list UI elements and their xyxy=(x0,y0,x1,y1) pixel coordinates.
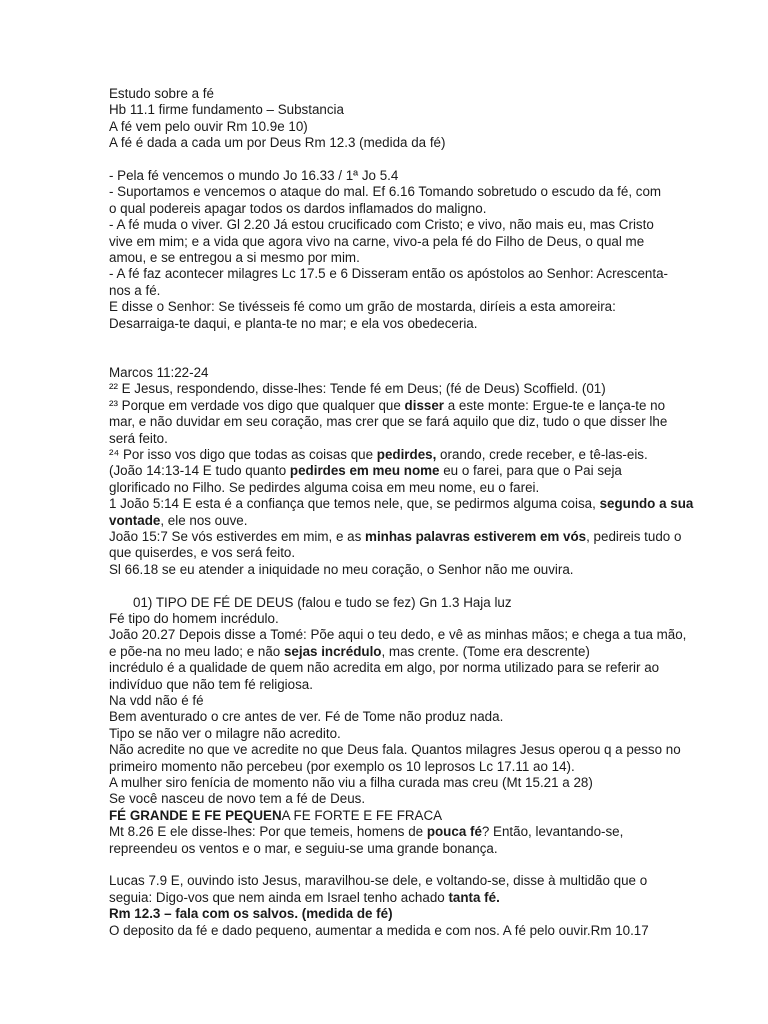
text-line xyxy=(109,644,669,660)
verse-text: (João 14:13-14 E tudo quanto xyxy=(109,463,290,479)
verse-line: que quiserdes, e vos será feito. xyxy=(109,545,296,561)
text-line: E disse o Senhor: Se tivésseis fé como um grão de mostarda, diríeis a esta amoreira: xyxy=(109,299,616,315)
text-line: O deposito da fé e dado pequeno, aumentar a medida e com nos. A fé pelo ouvir.Rm 10.17 xyxy=(109,922,649,938)
bold-text: minhas palavras estiverem em vós xyxy=(365,528,587,544)
verse-text: eu o farei, para que o Pai seja xyxy=(439,463,622,479)
verse-text: Por isso vos digo que todas as coisas que xyxy=(119,446,377,462)
text-line: João 20.27 Depois disse a Tomé: Põe aqui o teu dedo, e vê as minhas mãos; e chega a tua mão, xyxy=(109,627,687,643)
text-line: Se você nasceu de novo tem a fé de Deus. xyxy=(109,791,366,807)
text-line: Bem aventurado o cre antes de ver. Fé de Tome não produz nada. xyxy=(109,709,504,725)
verse-number: ²² xyxy=(109,381,118,397)
text-line: A fé vem pelo ouvir Rm 10.9e 10) xyxy=(109,118,308,134)
verse-line: será feito. xyxy=(109,430,168,446)
text-line: - A fé muda o viver. Gl 2.20 Já estou crucificado com Cristo; e vivo, não mais eu, mas Cristo xyxy=(109,217,654,233)
bold-text: FÉ GRANDE E FE PEQUEN xyxy=(109,807,282,823)
bold-text: pedirdes em meu nome xyxy=(289,463,440,479)
text-span: A FE FORTE E FE FRACA xyxy=(281,807,443,823)
text-line: amou, e se entregou a si mesmo por mim. xyxy=(109,250,360,266)
text-span: seguia: Digo-vos que nem ainda em Israel tenho achado xyxy=(109,889,449,905)
verse-text: João 15:7 Se vós estiverdes em mim, e as xyxy=(109,528,366,544)
text-line: - A fé faz acontecer milagres Lc 17.5 e 6 Disseram então os apóstolos ao Senhor: Acrescenta- xyxy=(109,266,668,282)
bold-text: disser xyxy=(404,397,444,413)
text-line: repreendeu os ventos e o mar, e seguiu-se uma grande bonança. xyxy=(109,840,498,856)
text-line: - Suportamos e vencemos o ataque do mal. Ef 6.16 Tomando sobretudo o escudo da fé, com xyxy=(109,184,662,200)
verse-line xyxy=(109,398,669,414)
text-span: , mas crente. (Tome era descrente) xyxy=(381,643,590,659)
section-heading: Marcos 11:22-24 xyxy=(109,364,209,380)
bold-text: pedirdes, xyxy=(376,446,437,462)
bold-text: pouca fé xyxy=(426,824,482,840)
verse-text: , ele nos ouve. xyxy=(160,512,248,528)
verse-line: Sl 66.18 se eu atender a iniquidade no meu coração, o Senhor não me ouvira. xyxy=(109,561,574,577)
text-line: A fé é dada a cada um por Deus Rm 12.3 (medida da fé) xyxy=(109,135,446,151)
text-line: primeiro momento não percebeu (por exemplo os 10 leprosos Lc 17.11 ao 14). xyxy=(109,758,575,774)
verse-line xyxy=(109,528,682,545)
verse-number: ²⁴ xyxy=(109,446,120,462)
text-line: o qual podereis apagar todos os dardos inflamados do maligno. xyxy=(109,200,487,216)
text-line: Fé tipo do homem incrédulo. xyxy=(109,610,279,626)
bold-text: sejas incrédulo xyxy=(283,643,382,659)
text-line xyxy=(109,906,669,922)
verse-line: glorificado no Filho. Se pedirdes alguma coisa em meu nome, eu o farei. xyxy=(109,479,540,495)
text-line: Não acredite no que ve acredite no que Deus fala. Quantos milagres Jesus operou q a pesso no xyxy=(109,742,681,758)
verse-text: orando, crede receber, e tê-las-eis. xyxy=(436,446,648,462)
text-line: Lucas 7.9 E, ouvindo isto Jesus, maravilhou-se dele, e voltando-se, disse à multidão que o xyxy=(109,873,648,889)
text-line: indivíduo que não tem fé religiosa. xyxy=(109,676,313,692)
verse-number: ²³ xyxy=(109,397,118,413)
text-line: - Pela fé vencemos o mundo Jo 16.33 / 1ª Jo 5.4 xyxy=(109,168,399,184)
text-span: ? Então, levantando-se, xyxy=(481,824,624,840)
bold-text: Rm 12.3 – fala com os salvos. (medida de fé) xyxy=(109,906,393,922)
verse-text: E Jesus, respondendo, disse-lhes: Tende fé em Deus; (fé de Deus) Scoffield. (01) xyxy=(117,381,606,397)
text-span: Mt 8.26 E ele disse-lhes: Por que temeis, homens de xyxy=(109,824,427,840)
text-line: Na vdd não é fé xyxy=(109,692,204,708)
verse-line xyxy=(109,513,669,529)
verse-text: , pedireis tudo o xyxy=(586,528,682,544)
bold-text: segundo a sua xyxy=(599,496,694,512)
verse-line xyxy=(109,447,669,463)
section-heading: 01) TIPO DE FÉ DE DEUS (falou e tudo se fez) Gn 1.3 Haja luz xyxy=(133,594,512,610)
text-line xyxy=(109,824,669,840)
text-line xyxy=(109,890,669,906)
bold-text: tanta fé. xyxy=(448,889,500,905)
verse-text: 1 João 5:14 E esta é a confiança que temos nele, que, se pedirmos alguma coisa, xyxy=(109,496,600,512)
text-line: Desarraiga-te daqui, e planta-te no mar; e ela vos obedeceria. xyxy=(109,315,478,331)
verse-line xyxy=(109,496,694,512)
document-title: Estudo sobre a fé xyxy=(109,86,214,101)
text-line: Tipo se não ver o milagre não acredito. xyxy=(109,725,341,741)
text-line: A mulher siro fenícia de momento não viu a filha curada mas creu (Mt 15.21 a 28) xyxy=(109,775,593,791)
verse-text: Porque em verdade vos digo que qualquer que xyxy=(117,397,405,413)
text-line: nos a fé. xyxy=(109,282,161,298)
bold-text: vontade xyxy=(109,512,161,528)
text-span: e põe-na no meu lado; e não xyxy=(109,643,284,659)
text-line: vive em mim; e a vida que agora vivo na carne, vivo-a pela fé do Filho de Deus, o qual me xyxy=(109,233,645,249)
verse-line xyxy=(109,381,669,397)
verse-line xyxy=(109,463,669,479)
verse-line: mar, e não duvidar em seu coração, mas crer que se fará aquilo que diz, tudo o que disser lhe xyxy=(109,414,668,430)
document-page xyxy=(109,86,694,939)
text-line xyxy=(109,808,669,824)
text-line: incrédulo é a qualidade de quem não acredita em algo, por norma utilizado para se referir ao xyxy=(109,660,660,676)
verse-text: a este monte: Ergue-te e lança-te no xyxy=(444,397,666,413)
text-line: Hb 11.1 firme fundamento – Substancia xyxy=(109,102,344,118)
